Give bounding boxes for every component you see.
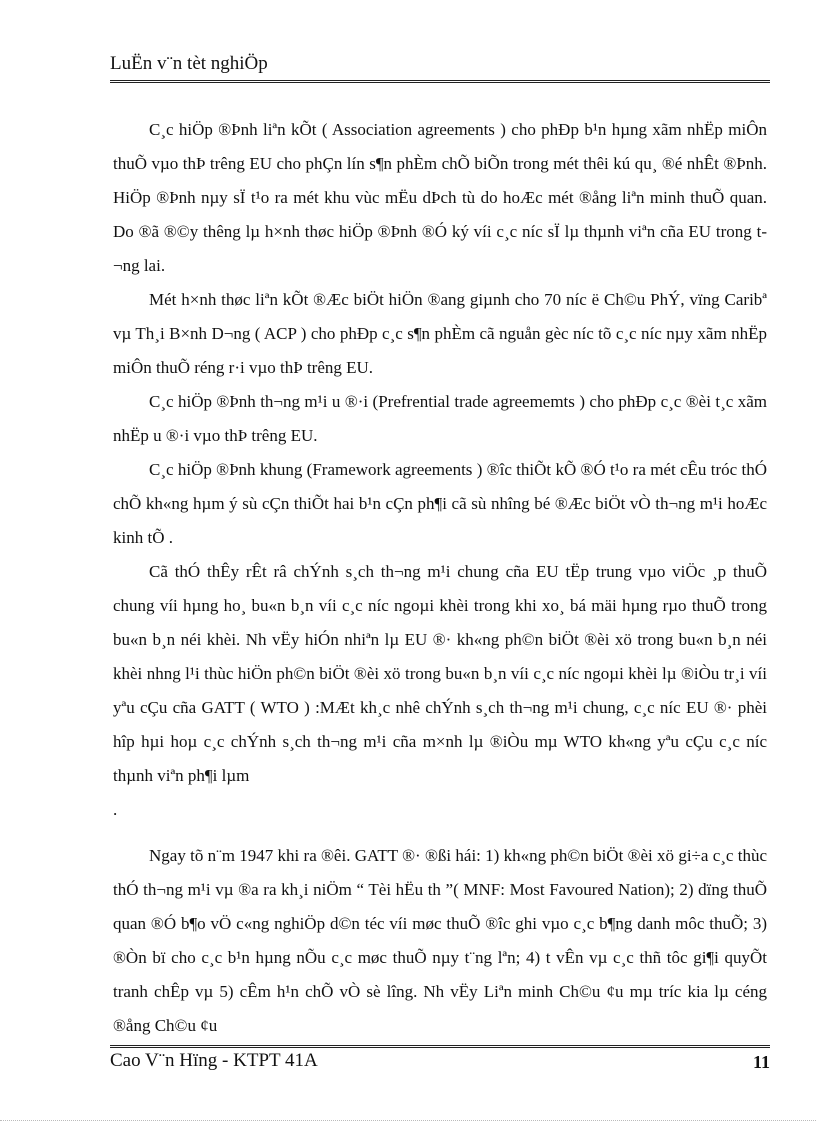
paragraph-common-trade-policy: Cã thÓ thÊy rÊt râ chÝnh s¸ch th¬ng m¹i chung cña EU tËp trung vµo viÖc ¸p thuÕ chung víi hµng ho¸ bu«n b¸n víi c¸c níc ngoµi khèi trong khi xo¸ bá mäi hµng rµo thuÕ trong bu«n b¸n néi khèi. Nh vËy hiÓn nhiªn lµ EU ®· kh«ng ph©n biÖt ®èi xö trong bu«n b¸n néi khèi nhng l¹i thùc hiÖn ph©n biÖt ®èi xö trong bu«n b¸n víi c¸c níc ngoµi khèi lµ ®iÒu tr¸i víi yªu cÇu cña GATT ( WTO ) :MÆt kh¸c nhê chÝnh s¸ch th¬ng m¹i chung, c¸c níc EU ®· phèi hîp hµi hoµ c¸c chÝnh s¸ch th¬ng m¹i cña m×nh lµ ®iÒu mµ WTO kh«ng yªu cÇu c¸c níc thµnh viªn ph¶i lµm xyxy=(113,562,767,785)
paragraph-association-agreements: C¸c hiÖp ®Þnh liªn kÕt ( Association agreements ) cho phÐp b¹n hµng xãm nhËp miÔn thuÕ vµo thÞ trêng EU cho phÇn lín s¶n phÈm chÕ biÕn trong mét thêi kú qu¸ ®é nhÊt ®Þnh. HiÖp ®Þnh nµy sÏ t¹o ra mét khu vùc mËu dÞch tù do hoÆc mét ®ång liªn minh thuÕ quan. Do ®ã ®©y thêng lµ h×nh thøc hiÖp ®Þnh ®Ó ký víi c¸c níc sÏ lµ thµnh viªn cña EU trong t¬ng lai. xyxy=(113,120,767,275)
paragraph-preferential-agreements: C¸c hiÖp ®Þnh th¬ng m¹i u ®·i (Prefrential trade agreememts ) cho phÐp c¸c ®èi t¸c xãm nhËp u ®·i vµo thÞ trêng EU. xyxy=(113,392,767,445)
paragraph-acp-agreements: Mét h×nh thøc liªn kÕt ®Æc biÖt hiÖn ®ang giµnh cho 70 níc ë Ch©u PhÝ, vïng Caribª vµ Th¸i B×nh D¬ng ( ACP ) cho phÐp c¸c s¶n phÈm cã nguån gèc níc tõ c¸c níc nµy xãm nhËp miÔn thuÕ réng r·i vµo thÞ trêng EU. xyxy=(113,290,767,377)
paragraph-gatt-1947: Ngay tõ n¨m 1947 khi ra ®êi. GATT ®· ®ßi hái: 1) kh«ng ph©n biÖt ®èi xö gi÷a c¸c thùc thÓ th¬ng m¹i vµ ®a ra kh¸i niÖm “ Tèi hËu th ”( MNF: Most Favoured Nation); 2) dïng thuÕ quan ®Ó b¶o vÖ c«ng nghiÖp d©n téc víi møc thuÕ ®îc ghi vµo c¸c b¶ng danh môc thuÕ; 3) ®Òn bï cho c¸c b¹n hµng nÕu c¸c møc thuÕ nµy t¨ng lªn; 4) t vÊn vµ c¸c thñ tôc gi¶i quyÕt tranh chÊp vµ 5) cÊm h¹n chÕ vÒ sè lîng. Nh vËy Liªn minh Ch©u ¢u mµ tríc kia lµ céng ®ång Ch©u ¢u xyxy=(113,846,767,1035)
running-header xyxy=(110,52,770,83)
document-body xyxy=(113,113,767,1043)
page-number: 11 xyxy=(752,1052,770,1072)
paragraph-framework-agreements: C¸c hiÖp ®Þnh khung (Framework agreements ) ®îc thiÕt kÕ ®Ó t¹o ra mét cÊu tróc thÓ chÕ kh«ng hµm ý sù cÇn thiÕt hai b¹n cÇn ph¶i cã sù nhîng bé ®Æc biÖt vÒ th¬ng m¹i hoÆc kinh tÕ . xyxy=(113,460,767,547)
paragraph-stray-period: . xyxy=(113,800,118,819)
header-title: LuËn v¨n tèt nghiÖp xyxy=(110,53,268,74)
footer-author: Cao V¨n Hïng - KTPT 41A xyxy=(110,1050,318,1071)
footer-divider xyxy=(110,1045,770,1048)
page-break-divider xyxy=(0,1120,816,1121)
